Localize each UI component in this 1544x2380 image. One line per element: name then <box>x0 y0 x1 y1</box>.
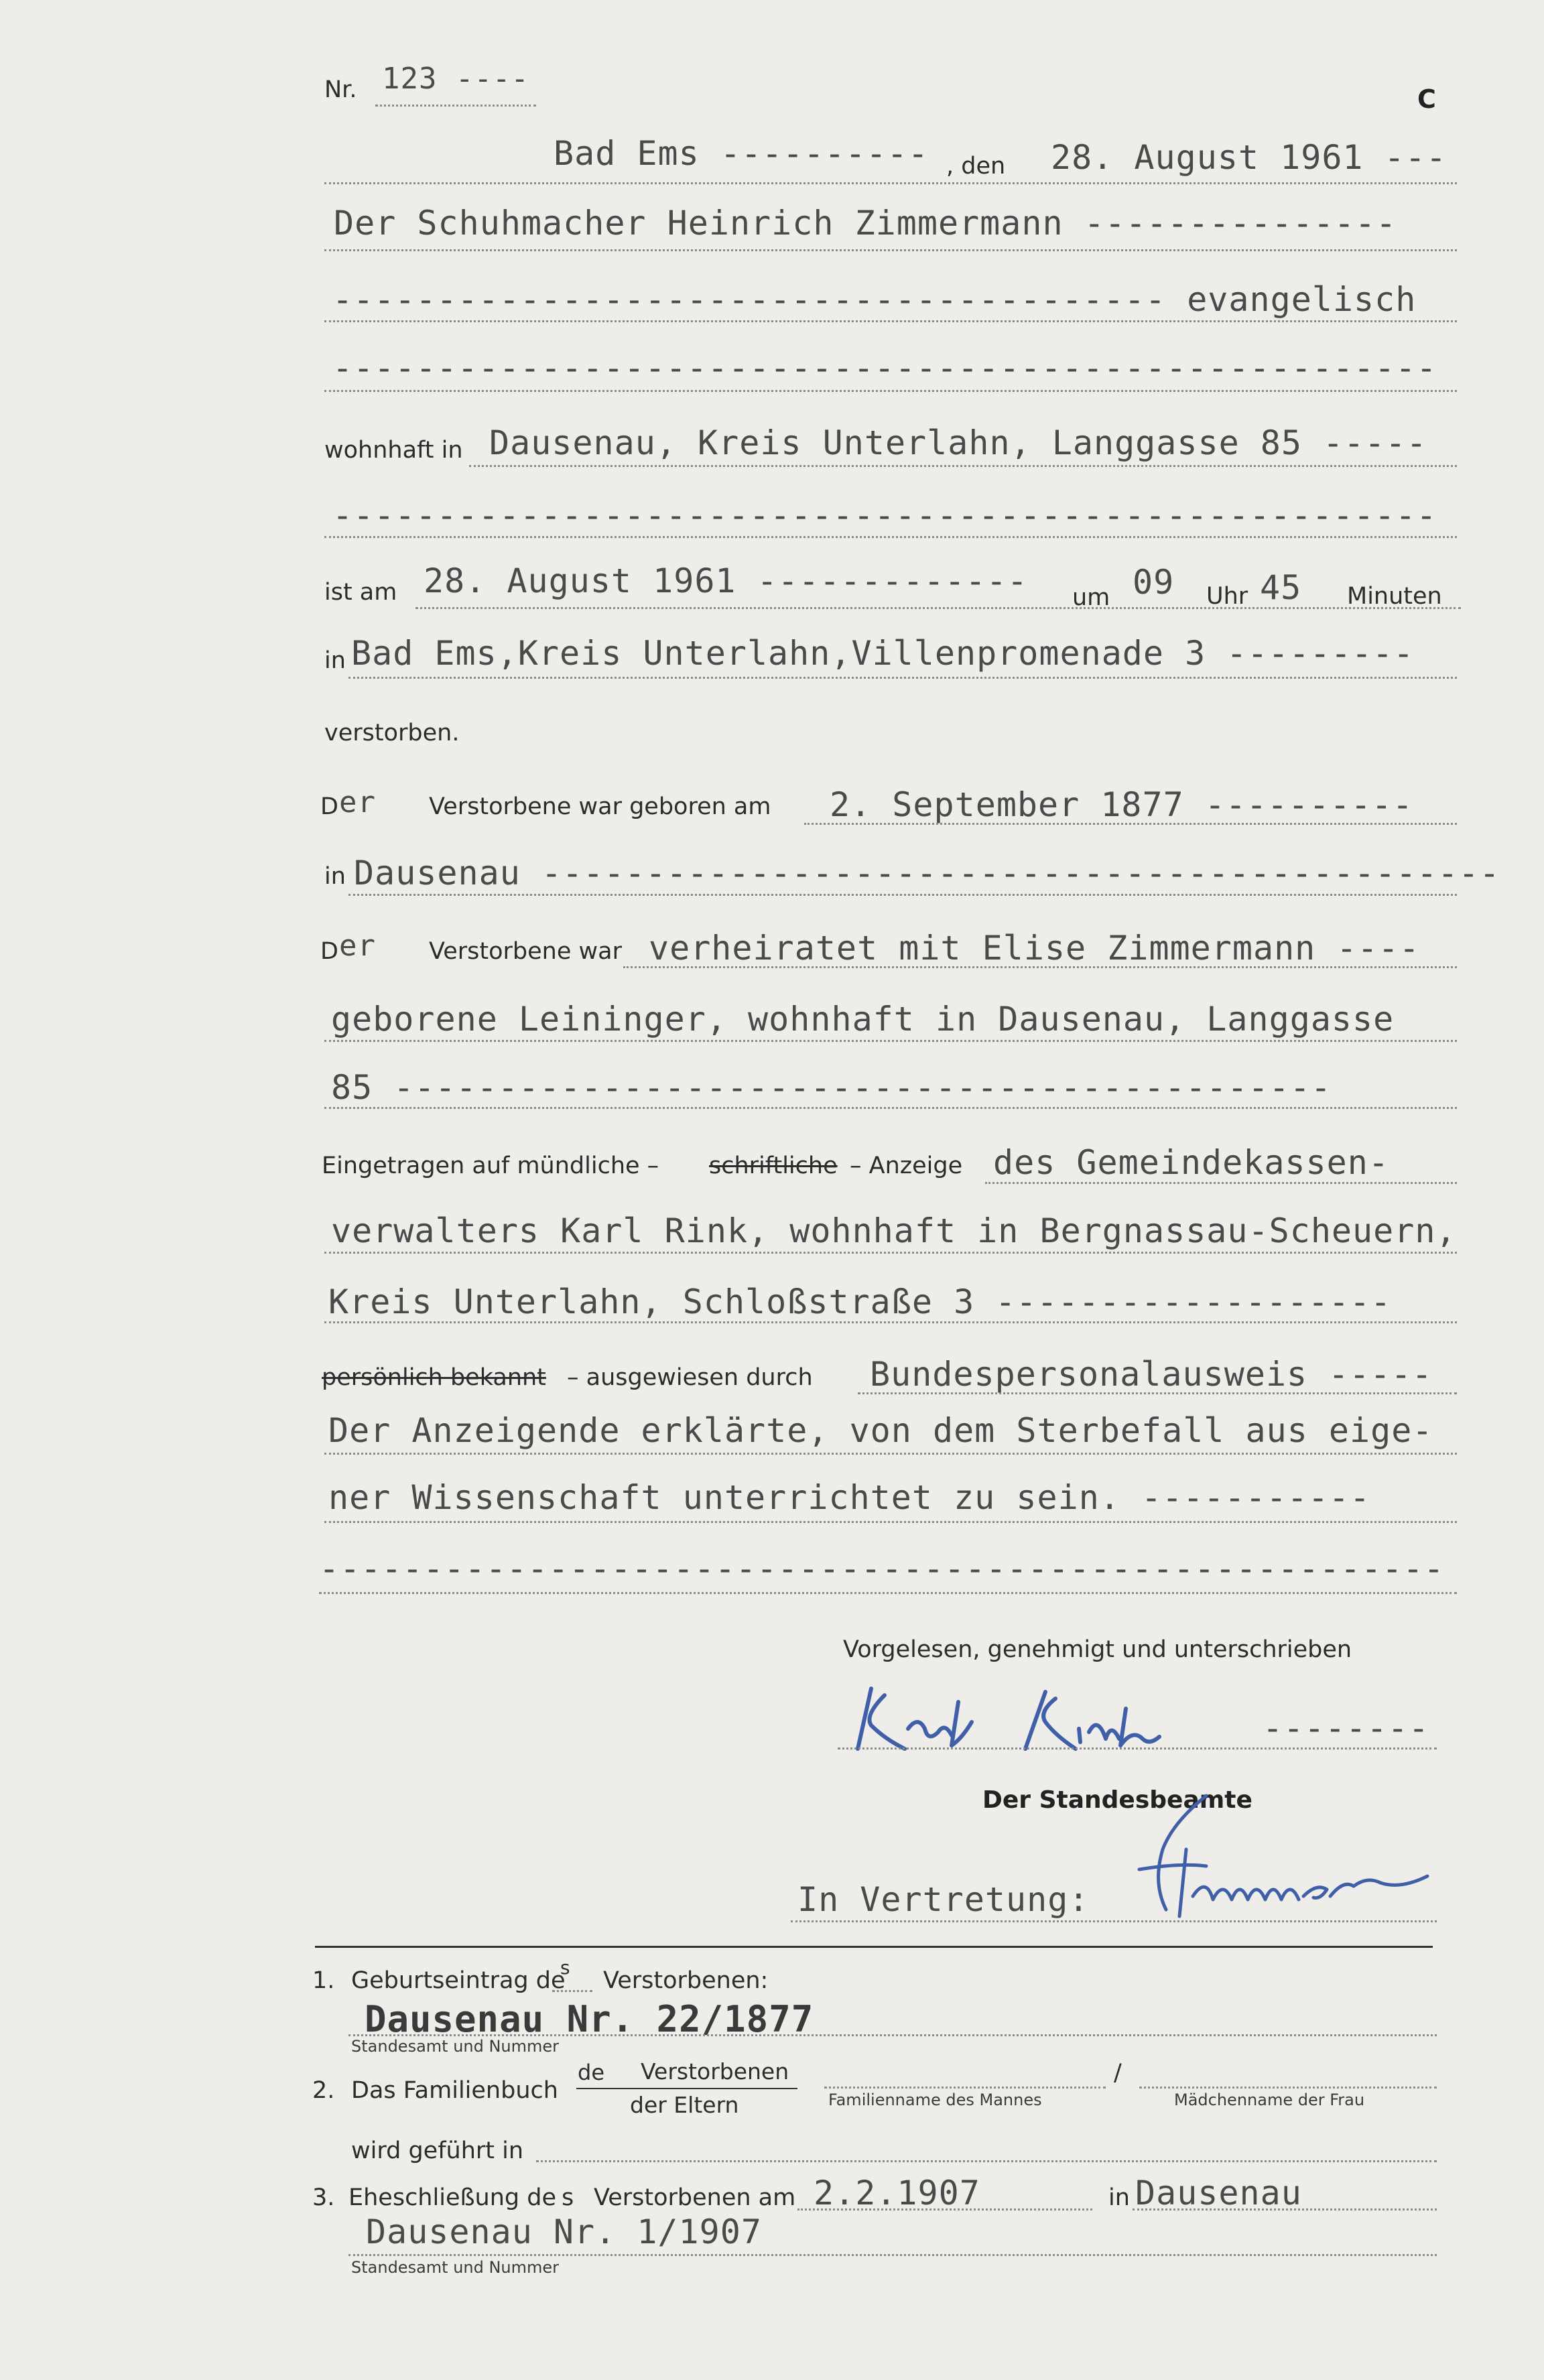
section-separator <box>315 1946 1433 1948</box>
note-2-de: de <box>578 2060 604 2085</box>
note-2-number: 2. <box>312 2077 335 2104</box>
informant-value-line-2: verwalters Karl Rink, wohnhaft in Bergnassau-Scheuern, <box>331 1211 1457 1250</box>
vorgelesen-text: Vorgelesen, genehmigt und unterschrieben <box>843 1636 1352 1663</box>
signer-dashes: -------- <box>1263 1709 1429 1747</box>
eingetragen-suffix: – Anzeige <box>850 1152 963 1179</box>
dotted-line-2 <box>324 320 1457 322</box>
informant-value-line-1: des Gemeindekassen- <box>993 1143 1389 1182</box>
dotted-line-8 <box>804 823 1457 825</box>
born-in-label: in <box>324 863 346 890</box>
married-d-prefix: D <box>320 938 338 965</box>
note-2-top-value: Verstorbenen <box>641 2058 789 2085</box>
statement-line-2: ner Wissenschaft unterrichtet zu sein. ----------- <box>328 1478 1371 1517</box>
dotted-line-14 <box>324 1252 1457 1254</box>
informant-value-line-3: Kreis Unterlahn, Schloßstraße 3 ------------------- <box>328 1282 1392 1321</box>
dotted-line-18 <box>324 1521 1457 1523</box>
death-place-value: Bad Ems,Kreis Unterlahn,Villenpromenade 3 --------- <box>351 634 1415 673</box>
nr-label: Nr. <box>324 76 357 103</box>
dotted-line-22 <box>552 1990 592 1992</box>
eingetragen-struck-option: schriftliche <box>709 1152 838 1179</box>
marriage-place-value: Dausenau <box>1135 2174 1302 2212</box>
born-d-prefix: D <box>320 793 338 820</box>
minute-value: 45 <box>1260 568 1302 607</box>
persoenlich-struck-option: persönlich bekannt <box>322 1364 546 1391</box>
marital-value: verheiratet mit Elise Zimmermann ---- <box>649 929 1420 968</box>
uhr-label: Uhr <box>1206 583 1248 610</box>
nr-dotted-line <box>375 105 536 107</box>
minuten-label: Minuten <box>1347 583 1442 610</box>
note-3-caption: Standesamt und Nummer <box>351 2258 560 2277</box>
statement-line-1: Der Anzeigende erklärte, von dem Sterbefall aus eige- <box>328 1411 1433 1450</box>
note-3-number: 3. <box>312 2184 335 2211</box>
eingetragen-prefix: Eingetragen auf mündliche – <box>322 1152 659 1179</box>
marriage-register-value: Dausenau Nr. 1/1907 <box>366 2212 762 2251</box>
id-document-value: Bundespersonalausweis ----- <box>870 1355 1433 1394</box>
ist-am-label: ist am <box>324 579 397 606</box>
death-date-value: 28. August 1961 ------------- <box>424 561 1028 600</box>
in-label: in <box>324 647 346 674</box>
dotted-line-7 <box>348 677 1457 679</box>
dotted-line-25 <box>1139 2087 1437 2089</box>
dotted-line-6 <box>415 607 1461 609</box>
informant-signature <box>844 1675 1246 1769</box>
place-dotted-line <box>324 182 1457 184</box>
dotted-line-17 <box>324 1453 1457 1455</box>
wohnhaft-label: wohnhaft in <box>324 437 463 464</box>
dotted-line-26 <box>536 2160 1437 2162</box>
note-3-in-label: in <box>1108 2184 1130 2211</box>
dotted-line-23 <box>348 2034 1437 2036</box>
note-2-caption-right: Mädchenname der Frau <box>1174 2091 1365 2109</box>
note-2-fraction-line <box>576 2088 797 2089</box>
married-label: Verstorbene war <box>429 938 622 965</box>
hour-value: 09 <box>1133 563 1175 602</box>
official-signature <box>1112 1782 1488 1936</box>
vertretung-label: In Vertretung: <box>797 1880 1090 1919</box>
den-label: , den <box>946 153 1006 180</box>
note-2-wird: wird geführt in <box>351 2137 524 2164</box>
spouse-line-2: geborene Leininger, wohnhaft in Dausenau, Langgasse <box>331 1000 1395 1039</box>
dotted-line-12 <box>324 1107 1457 1109</box>
dotted-line-5 <box>324 536 1457 538</box>
dotted-line-28 <box>1133 2208 1437 2210</box>
birth-date-value: 2. September 1877 ---------- <box>830 785 1413 824</box>
note-2-caption-left: Familienname des Mannes <box>828 2091 1042 2109</box>
statement-line-3: ------------------------------------------------------ <box>319 1549 1445 1588</box>
spouse-line-3: 85 --------------------------------------------- <box>331 1068 1332 1107</box>
note-1-number: 1. <box>312 1967 335 1994</box>
married-er-suffix: er <box>339 929 376 963</box>
dotted-line-11 <box>324 1040 1457 1042</box>
verstorben-label: verstorben. <box>324 720 460 746</box>
note-2-slash: / <box>1114 2060 1122 2087</box>
note-3-s: s <box>562 2184 574 2211</box>
dotted-line-27 <box>797 2208 1092 2210</box>
note-3-label-a: Eheschließung de <box>348 2184 556 2211</box>
note-3-label-b: Verstorbenen am <box>594 2184 796 2211</box>
dotted-line-3 <box>324 390 1457 392</box>
religion-line: ---------------------------------------- evangelisch <box>332 280 1417 319</box>
note-1-caption: Standesamt und Nummer <box>351 2037 560 2056</box>
date-value: 28. August 1961 --- <box>1051 138 1447 177</box>
dotted-line-13 <box>985 1182 1457 1184</box>
dotted-line-20 <box>838 1747 1437 1749</box>
um-label: um <box>1072 584 1110 611</box>
note-1-label-a: Geburtseintrag de <box>351 1967 566 1994</box>
dotted-line-29 <box>348 2254 1437 2256</box>
birth-place-value: Dausenau ---------------------------------------------- <box>354 854 1500 892</box>
dotted-line-9 <box>348 894 1457 896</box>
dotted-line-15 <box>324 1321 1457 1323</box>
filler-line-5: ----------------------------------------------------- <box>332 496 1437 535</box>
dotted-line-24 <box>824 2087 1106 2089</box>
dotted-line-10 <box>623 966 1457 968</box>
nr-value: 123 ---- <box>382 62 529 96</box>
corner-letter: C <box>1417 84 1436 114</box>
note-1-superscript: s <box>560 1957 570 1979</box>
dotted-line-19 <box>319 1592 1457 1594</box>
birth-register-value: Dausenau Nr. 22/1877 <box>365 1998 814 2040</box>
marriage-date-value: 2.2.1907 <box>814 2174 980 2212</box>
note-2-label: Das Familienbuch <box>351 2077 558 2104</box>
filler-line-3: ----------------------------------------------------- <box>332 348 1437 387</box>
residence-value: Dausenau, Kreis Unterlahn, Langgasse 85 ----- <box>489 423 1427 462</box>
occupation-name-line: Der Schuhmacher Heinrich Zimmermann --------------- <box>334 204 1397 243</box>
standesbeamte-label: Der Standesbeamte <box>982 1786 1252 1814</box>
dotted-line-4 <box>469 465 1457 467</box>
ausgewiesen-label: – ausgewiesen durch <box>567 1364 813 1391</box>
dotted-line-16 <box>858 1392 1457 1394</box>
dotted-line-1 <box>324 249 1457 251</box>
note-2-bottom: der Eltern <box>630 2092 739 2118</box>
born-er-suffix: er <box>339 785 376 819</box>
place-value: Bad Ems ---------- <box>554 134 929 173</box>
born-label: Verstorbene war geboren am <box>429 793 771 820</box>
note-1-label-b: Verstorbenen: <box>603 1967 769 1994</box>
